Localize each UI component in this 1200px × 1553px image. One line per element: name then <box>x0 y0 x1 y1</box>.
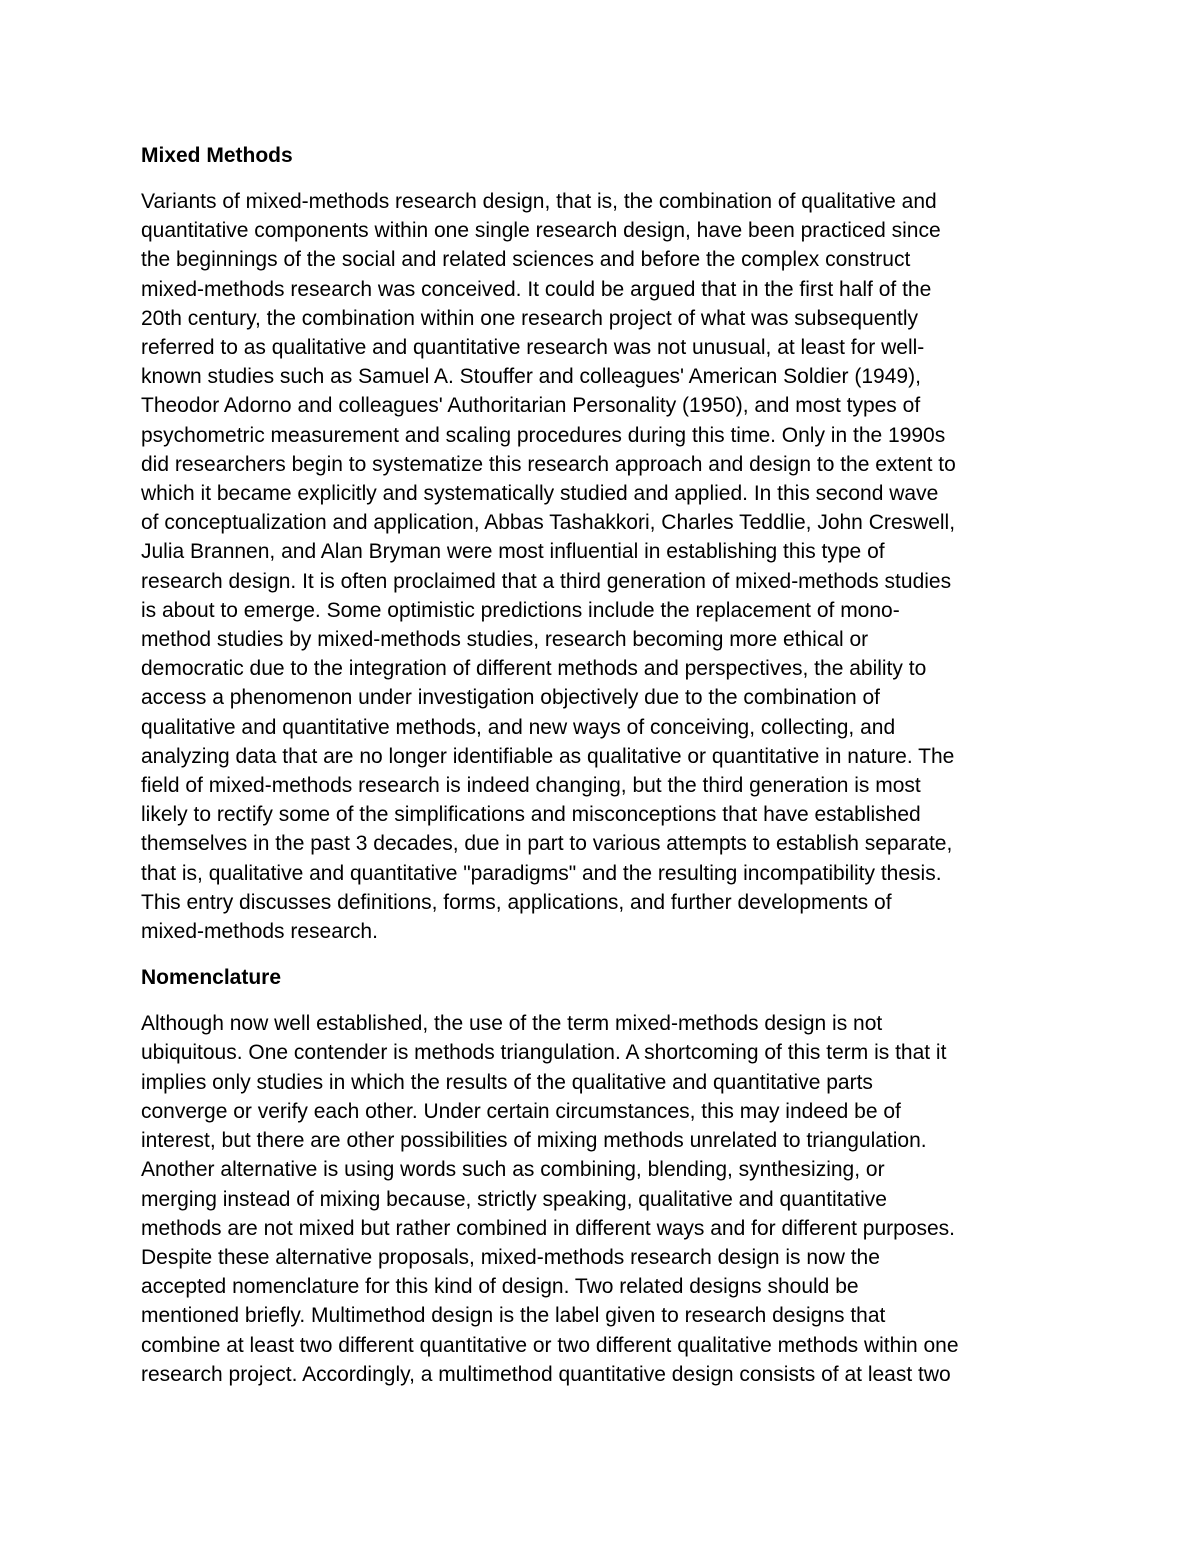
body-line: which it became explicitly and systematically studied and applied. In this second wave <box>141 482 939 506</box>
body-line: psychometric measurement and scaling procedures during this time. Only in the 1990s <box>141 423 946 447</box>
body-line: interest, but there are other possibilities of mixing methods unrelated to triangulation. <box>141 1129 927 1153</box>
body-line: analyzing data that are no longer identifiable as qualitative or quantitative in nature. The <box>141 744 955 768</box>
body-line: ubiquitous. One contender is methods triangulation. A shortcoming of this term is that it <box>141 1041 947 1065</box>
body-line: the beginnings of the social and related sciences and before the complex construct <box>141 248 911 272</box>
body-line: This entry discusses definitions, forms, applications, and further developments of <box>141 890 892 914</box>
body-line: methods are not mixed but rather combined in different ways and for different purposes. <box>141 1216 956 1240</box>
section-mixed-methods <box>141 141 1071 946</box>
body-line: Theodor Adorno and colleagues' Authoritarian Personality (1950), and most types of <box>141 394 921 418</box>
body-line: Although now well established, the use of the term mixed-methods design is not <box>141 1012 883 1036</box>
body-line: Julia Brannen, and Alan Bryman were most influential in establishing this type of <box>141 540 885 564</box>
section-heading: Mixed Methods <box>141 144 293 167</box>
body-line: Another alternative is using words such as combining, blending, synthesizing, or <box>141 1158 885 1182</box>
body-line: of conceptualization and application, Abbas Tashakkori, Charles Teddlie, John Creswell, <box>141 511 956 535</box>
body-line: research project. Accordingly, a multimethod quantitative design consists of at least two <box>141 1362 951 1386</box>
body-line: Variants of mixed-methods research design, that is, the combination of qualitative and <box>141 190 937 213</box>
body-line: field of mixed-methods research is indeed changing, but the third generation is most <box>141 774 921 798</box>
body-line: Despite these alternative proposals, mixed-methods research design is now the <box>141 1245 880 1269</box>
body-line: converge or verify each other. Under certain circumstances, this may indeed be of <box>141 1099 901 1123</box>
body-line: combine at least two different quantitative or two different qualitative methods within one <box>141 1333 959 1357</box>
body-line: referred to as qualitative and quantitative research was not unusual, at least for well- <box>141 336 925 360</box>
body-line: did researchers begin to systematize this research approach and design to the extent to <box>141 452 956 476</box>
body-line: quantitative components within one single research design, have been practiced since <box>141 219 941 243</box>
section-nomenclature <box>141 963 1071 1389</box>
body-line: qualitative and quantitative methods, and new ways of conceiving, collecting, and <box>141 715 896 739</box>
body-line: democratic due to the integration of different methods and perspectives, the ability to <box>141 657 927 681</box>
body-line: known studies such as Samuel A. Stouffer and colleagues' American Soldier (1949), <box>141 365 921 389</box>
body-line: likely to rectify some of the simplifications and misconceptions that have established <box>141 803 921 827</box>
body-line: merging instead of mixing because, strictly speaking, qualitative and quantitative <box>141 1187 887 1211</box>
body-line: implies only studies in which the results of the qualitative and quantitative parts <box>141 1070 873 1094</box>
body-line: mixed-methods research. <box>141 920 378 944</box>
document-page <box>141 141 1071 1389</box>
body-line: method studies by mixed-methods studies, research becoming more ethical or <box>141 628 869 652</box>
body-line: research design. It is often proclaimed that a third generation of mixed-methods studies <box>141 569 952 593</box>
body-line: themselves in the past 3 decades, due in part to various attempts to establish separate, <box>141 832 953 856</box>
section-heading: Nomenclature <box>141 966 282 990</box>
body-line: access a phenomenon under investigation objectively due to the combination of <box>141 686 880 710</box>
body-line: mentioned briefly. Multimethod design is the label given to research designs that <box>141 1304 886 1328</box>
body-line: accepted nomenclature for this kind of design. Two related designs should be <box>141 1275 859 1299</box>
body-line: that is, qualitative and quantitative "paradigms" and the resulting incompatibility thesis. <box>141 861 942 885</box>
body-line: mixed-methods research was conceived. It could be argued that in the first half of the <box>141 277 932 301</box>
section-body <box>141 1009 1071 1389</box>
section-body <box>141 187 1071 946</box>
body-line: is about to emerge. Some optimistic predictions include the replacement of mono- <box>141 598 900 622</box>
body-line: 20th century, the combination within one research project of what was subsequently <box>141 306 919 330</box>
